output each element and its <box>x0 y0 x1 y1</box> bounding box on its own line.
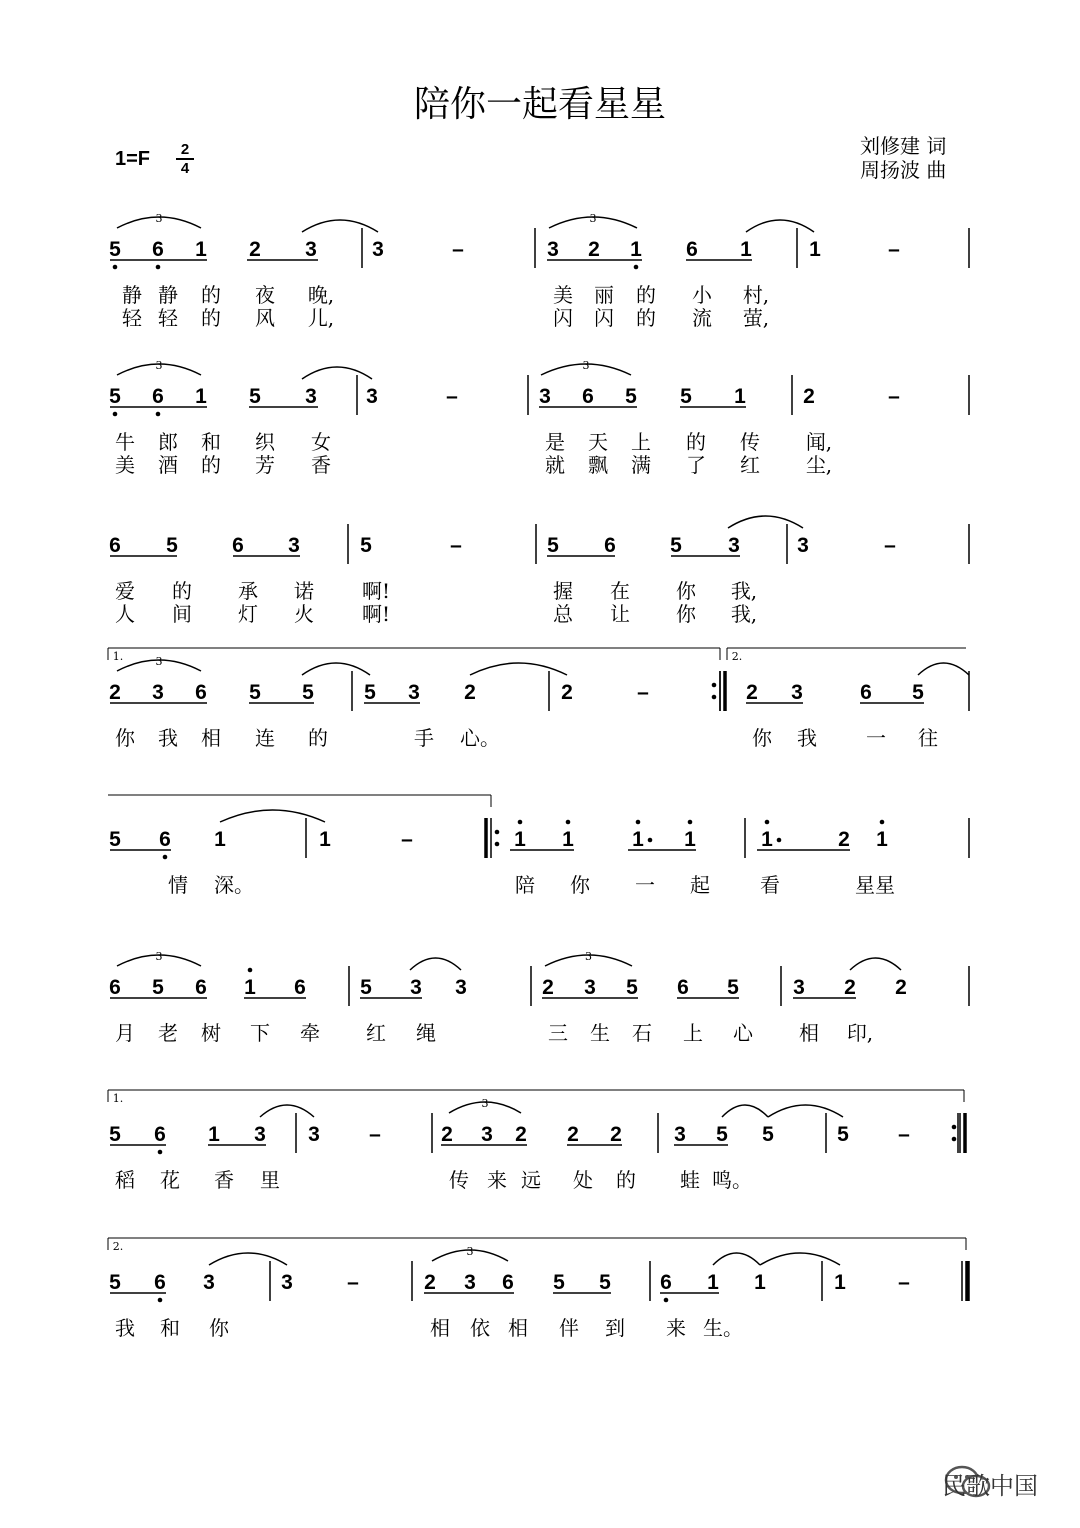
lyric-syllable: 间 <box>172 602 192 626</box>
tie <box>768 1105 843 1117</box>
tie <box>209 1253 287 1265</box>
note: 6 <box>686 238 698 261</box>
lyric-syllable: 往 <box>918 726 938 750</box>
lyric-syllable: 处 <box>573 1168 593 1192</box>
lyric-syllable: 美 <box>553 283 573 307</box>
note: – <box>401 828 413 851</box>
lyric-syllable: 闪 <box>594 306 614 330</box>
lyric-syllable: 情 <box>168 873 188 897</box>
note: 3 <box>254 1123 266 1146</box>
tie <box>410 958 461 970</box>
lyric-syllable: 满 <box>631 453 651 477</box>
note: 3 <box>372 238 384 261</box>
tie <box>713 1253 760 1265</box>
high-octave-dot <box>880 820 885 825</box>
lyric-syllable: 你 <box>676 602 696 626</box>
octave-dot <box>158 1150 163 1155</box>
augmentation-dot <box>777 838 782 843</box>
lyric-syllable: 相 <box>430 1316 450 1340</box>
octave-dot <box>634 265 639 270</box>
note: 1 <box>684 828 696 851</box>
lyric-syllable: 远 <box>521 1168 541 1192</box>
note: – <box>347 1271 359 1294</box>
augmentation-dot <box>648 838 653 843</box>
note: 1 <box>214 828 226 851</box>
octave-dot <box>113 265 118 270</box>
note: 2 <box>561 681 573 704</box>
lyric-syllable: 爱 <box>115 579 135 603</box>
lyric-syllable: 我, <box>730 602 758 626</box>
note: 5 <box>837 1123 849 1146</box>
note: 3 <box>455 976 467 999</box>
note: 3 <box>728 534 740 557</box>
lyric-syllable: 连 <box>255 726 275 750</box>
lyric-syllable: 的 <box>636 306 656 330</box>
lyric-syllable: 是 <box>545 430 565 454</box>
lyric-syllable: 郎 <box>158 430 178 454</box>
note: – <box>898 1123 910 1146</box>
lyric-syllable: 心。 <box>460 726 500 750</box>
lyric-syllable: 和 <box>160 1316 180 1340</box>
note: 1 <box>562 828 574 851</box>
note: 5 <box>716 1123 728 1146</box>
tie <box>850 958 901 970</box>
lyric-syllable: 起 <box>690 873 710 897</box>
lyric-syllable: 石 <box>632 1021 652 1045</box>
lyric-syllable: 和 <box>201 430 221 454</box>
lyric-syllable: 静 <box>158 283 178 307</box>
tie <box>302 663 370 675</box>
lyric-syllable: 稻 <box>115 1168 135 1192</box>
note: 5 <box>109 238 121 261</box>
note: 5 <box>109 385 121 408</box>
note: 6 <box>660 1271 672 1294</box>
high-octave-dot <box>566 820 571 825</box>
note: 1 <box>834 1271 846 1294</box>
lyric-syllable: 啊! <box>361 579 391 603</box>
lyric-syllable: 看 <box>760 873 780 897</box>
note: – <box>888 385 900 408</box>
note: 2 <box>109 681 121 704</box>
lyric-syllable: 月 <box>115 1021 135 1045</box>
lyric-syllable: 老 <box>158 1021 178 1045</box>
note: 1 <box>734 385 746 408</box>
tie <box>918 663 969 675</box>
lyric-syllable: 伴 <box>559 1316 579 1340</box>
lyric-syllable: 的 <box>201 306 221 330</box>
lyric-syllable: 儿, <box>307 306 335 330</box>
high-octave-dot <box>765 820 770 825</box>
note: 3 <box>674 1123 686 1146</box>
lyric-syllable: 的 <box>686 430 706 454</box>
triplet-number: 3 <box>585 950 592 963</box>
note: 6 <box>195 976 207 999</box>
lyric-syllable: 来 <box>487 1168 507 1192</box>
note: 1 <box>514 828 526 851</box>
octave-dot <box>158 1298 163 1303</box>
note: 6 <box>294 976 306 999</box>
repeat-dot <box>495 830 500 835</box>
lyric-syllable: 飘 <box>588 453 608 477</box>
note: 5 <box>670 534 682 557</box>
repeat-dot <box>712 683 717 688</box>
tie <box>220 810 325 822</box>
note: 6 <box>152 238 164 261</box>
lyric-syllable: 晚, <box>307 283 335 307</box>
note: 3 <box>464 1271 476 1294</box>
lyric-syllable: 下 <box>250 1021 270 1045</box>
lyric-syllable: 我 <box>797 726 817 750</box>
lyric-syllable: 天 <box>588 430 608 454</box>
octave-dot <box>163 855 168 860</box>
lyric-syllable: 你 <box>752 726 772 750</box>
lyric-syllable: 生。 <box>703 1316 743 1340</box>
note: 3 <box>408 681 420 704</box>
lyric-syllable: 相 <box>799 1021 819 1045</box>
note: 1 <box>319 828 331 851</box>
note: 3 <box>547 238 559 261</box>
note: – <box>369 1123 381 1146</box>
watermark-text: 民歌中国 <box>942 1472 1038 1500</box>
note: 2 <box>464 681 476 704</box>
lyric-syllable: 手 <box>414 726 434 750</box>
lyric-syllable: 酒 <box>158 453 178 477</box>
repeat-dot <box>952 1137 957 1142</box>
tie <box>302 220 378 232</box>
lyric-syllable: 人 <box>115 602 135 626</box>
lyric-syllable: 就 <box>545 453 565 477</box>
lyric-syllable: 一 <box>635 873 655 897</box>
note: 3 <box>539 385 551 408</box>
note: 3 <box>366 385 378 408</box>
note: 5 <box>727 976 739 999</box>
tie <box>302 367 372 379</box>
lyric-syllable: 小 <box>692 283 712 307</box>
note: 5 <box>249 681 261 704</box>
lyric-syllable: 树 <box>201 1021 221 1045</box>
lyric-syllable: 的 <box>308 726 328 750</box>
note: 1 <box>707 1271 719 1294</box>
lyric-syllable: 在 <box>610 579 630 603</box>
lyric-syllable: 闪 <box>553 306 573 330</box>
lyric-syllable: 印, <box>846 1021 874 1045</box>
lyric-syllable: 上 <box>631 430 651 454</box>
lyric-syllable: 红 <box>740 453 760 477</box>
note: 5 <box>553 1271 565 1294</box>
lyric-syllable: 三 <box>548 1021 568 1045</box>
note: 3 <box>305 385 317 408</box>
lyric-syllable: 的 <box>201 453 221 477</box>
key-signature: 1=F <box>115 148 151 170</box>
time-signature-bottom: 4 <box>180 160 190 177</box>
tie <box>260 1105 314 1117</box>
lyric-syllable: 你 <box>676 579 696 603</box>
note: 5 <box>109 1271 121 1294</box>
lyric-syllable: 灯 <box>238 602 258 626</box>
note: 1 <box>195 238 207 261</box>
high-octave-dot <box>248 968 253 973</box>
lyric-syllable: 的 <box>636 283 656 307</box>
lyric-syllable: 上 <box>683 1021 703 1045</box>
tie <box>728 516 803 528</box>
note: 3 <box>791 681 803 704</box>
note: 1 <box>208 1123 220 1146</box>
volta-label: 1. <box>112 650 124 663</box>
composer-credit: 周扬波 曲 <box>860 158 947 182</box>
note: 5 <box>360 534 372 557</box>
tie <box>760 1253 840 1265</box>
lyric-syllable: 承 <box>238 579 258 603</box>
note: 6 <box>860 681 872 704</box>
lyric-syllable: 心 <box>733 1021 753 1045</box>
note: 3 <box>481 1123 493 1146</box>
lyric-syllable: 啊! <box>361 602 391 626</box>
lyric-syllable: 你 <box>209 1316 229 1340</box>
lyric-syllable: 我 <box>115 1316 135 1340</box>
lyric-syllable: 鸣。 <box>712 1168 752 1192</box>
repeat-dot <box>495 842 500 847</box>
lyric-syllable: 诺 <box>294 579 314 603</box>
note: 6 <box>109 534 121 557</box>
note: 3 <box>152 681 164 704</box>
note: 6 <box>677 976 689 999</box>
lyric-syllable: 星星 <box>855 873 895 897</box>
octave-dot <box>156 412 161 417</box>
note: 1 <box>754 1271 766 1294</box>
lyric-syllable: 依 <box>470 1316 490 1340</box>
high-octave-dot <box>518 820 523 825</box>
note: 2 <box>610 1123 622 1146</box>
note: 6 <box>154 1123 166 1146</box>
note: 1 <box>809 238 821 261</box>
lyric-syllable: 牛 <box>115 430 135 454</box>
note: 3 <box>281 1271 293 1294</box>
volta-label: 2. <box>731 650 743 663</box>
lyric-syllable: 的 <box>201 283 221 307</box>
note: – <box>452 238 464 261</box>
note: 2 <box>515 1123 527 1146</box>
note: 5 <box>912 681 924 704</box>
lyric-syllable: 绳 <box>416 1021 436 1045</box>
lyric-syllable: 女 <box>311 430 331 454</box>
lyric-syllable: 萤, <box>742 306 770 330</box>
triplet-number: 3 <box>589 212 597 225</box>
lyric-syllable: 美 <box>115 453 135 477</box>
note: 6 <box>195 681 207 704</box>
note: – <box>888 238 900 261</box>
note: 1 <box>740 238 752 261</box>
triplet-number: 3 <box>481 1097 489 1110</box>
lyric-syllable: 生 <box>590 1021 610 1045</box>
note: 3 <box>797 534 809 557</box>
triplet-number: 3 <box>155 212 163 225</box>
note: 5 <box>152 976 164 999</box>
octave-dot <box>113 412 118 417</box>
lyric-syllable: 让 <box>610 602 630 626</box>
note: 2 <box>249 238 261 261</box>
lyric-syllable: 流 <box>692 306 712 330</box>
octave-dot <box>664 1298 669 1303</box>
triplet-number: 3 <box>155 359 163 372</box>
tie <box>722 1105 768 1117</box>
note: 1 <box>630 238 642 261</box>
repeat-dot <box>952 1125 957 1130</box>
high-octave-dot <box>636 820 641 825</box>
note: 3 <box>410 976 422 999</box>
note: 3 <box>203 1271 215 1294</box>
lyric-syllable: 陪 <box>515 873 535 897</box>
note: 5 <box>166 534 178 557</box>
triplet-number: 3 <box>582 359 590 372</box>
lyric-syllable: 轻 <box>158 306 178 330</box>
note: 5 <box>360 976 372 999</box>
lyric-syllable: 花 <box>160 1168 180 1192</box>
note: 3 <box>584 976 596 999</box>
note: 6 <box>152 385 164 408</box>
lyric-syllable: 的 <box>616 1168 636 1192</box>
lyric-syllable: 尘, <box>805 453 833 477</box>
note: 5 <box>762 1123 774 1146</box>
note: 2 <box>567 1123 579 1146</box>
note: 5 <box>109 1123 121 1146</box>
lyric-syllable: 深。 <box>214 873 254 897</box>
note: 2 <box>838 828 850 851</box>
triplet-number: 3 <box>466 1245 474 1258</box>
note: 1 <box>244 976 256 999</box>
note: – <box>637 681 649 704</box>
note: 6 <box>604 534 616 557</box>
note: 1 <box>195 385 207 408</box>
lyric-syllable: 传 <box>449 1168 469 1192</box>
note: 3 <box>305 238 317 261</box>
note: 5 <box>364 681 376 704</box>
lyric-syllable: 风 <box>255 306 275 330</box>
note: 2 <box>803 385 815 408</box>
lyric-syllable: 静 <box>122 283 142 307</box>
note: 2 <box>588 238 600 261</box>
repeat-dot <box>712 695 717 700</box>
lyric-syllable: 丽 <box>594 283 614 307</box>
lyric-syllable: 握 <box>553 579 573 603</box>
note: – <box>898 1271 910 1294</box>
volta-label: 2. <box>112 1240 124 1253</box>
note: 3 <box>288 534 300 557</box>
triplet-number: 3 <box>155 655 163 668</box>
note: 6 <box>582 385 594 408</box>
note: – <box>446 385 458 408</box>
lyric-syllable: 的 <box>172 579 192 603</box>
note: 5 <box>625 385 637 408</box>
volta-label: 1. <box>112 1092 124 1105</box>
note: 2 <box>844 976 856 999</box>
lyric-syllable: 轻 <box>122 306 142 330</box>
note: 2 <box>424 1271 436 1294</box>
time-signature-top: 2 <box>180 141 190 158</box>
lyric-syllable: 相 <box>201 726 221 750</box>
lyric-syllable: 织 <box>255 430 275 454</box>
lyric-syllable: 牵 <box>300 1021 320 1045</box>
note: 2 <box>895 976 907 999</box>
lyric-syllable: 香 <box>311 453 331 477</box>
lyricist-credit: 刘修建 词 <box>860 134 947 158</box>
note: 6 <box>232 534 244 557</box>
high-octave-dot <box>688 820 693 825</box>
lyric-syllable: 一 <box>866 726 886 750</box>
note: 5 <box>599 1271 611 1294</box>
note: 1 <box>761 828 773 851</box>
note: 5 <box>680 385 692 408</box>
tie <box>746 220 814 232</box>
note: 3 <box>793 976 805 999</box>
note: 6 <box>109 976 121 999</box>
note: 5 <box>249 385 261 408</box>
note: – <box>450 534 462 557</box>
note: 1 <box>876 828 888 851</box>
lyric-syllable: 芳 <box>255 453 275 477</box>
note: 2 <box>746 681 758 704</box>
note: 5 <box>302 681 314 704</box>
lyric-syllable: 你 <box>570 873 590 897</box>
lyric-syllable: 传 <box>740 430 760 454</box>
song-title: 陪你一起看星星 <box>413 84 666 125</box>
note: 5 <box>626 976 638 999</box>
note: 1 <box>632 828 644 851</box>
lyric-syllable: 到 <box>605 1316 625 1340</box>
note: 3 <box>308 1123 320 1146</box>
lyric-syllable: 你 <box>115 726 135 750</box>
tie <box>470 663 567 675</box>
note: 2 <box>542 976 554 999</box>
note: 6 <box>159 828 171 851</box>
lyric-syllable: 夜 <box>255 283 275 307</box>
note: 6 <box>502 1271 514 1294</box>
lyric-syllable: 红 <box>366 1021 386 1045</box>
lyric-syllable: 里 <box>260 1168 280 1192</box>
lyric-syllable: 我 <box>158 726 178 750</box>
lyric-syllable: 来 <box>666 1316 686 1340</box>
note: 6 <box>154 1271 166 1294</box>
lyric-syllable: 村, <box>742 283 770 307</box>
lyric-syllable: 了 <box>686 453 706 477</box>
lyric-syllable: 火 <box>294 602 314 626</box>
note: – <box>884 534 896 557</box>
note: 2 <box>441 1123 453 1146</box>
triplet-number: 3 <box>155 950 163 963</box>
note: 5 <box>547 534 559 557</box>
lyric-syllable: 总 <box>553 602 573 626</box>
lyric-syllable: 相 <box>508 1316 528 1340</box>
lyric-syllable: 我, <box>730 579 758 603</box>
lyric-syllable: 闻, <box>805 430 833 454</box>
lyric-syllable: 香 <box>214 1168 234 1192</box>
note: 5 <box>109 828 121 851</box>
octave-dot <box>156 265 161 270</box>
lyric-syllable: 蛙 <box>680 1168 700 1192</box>
